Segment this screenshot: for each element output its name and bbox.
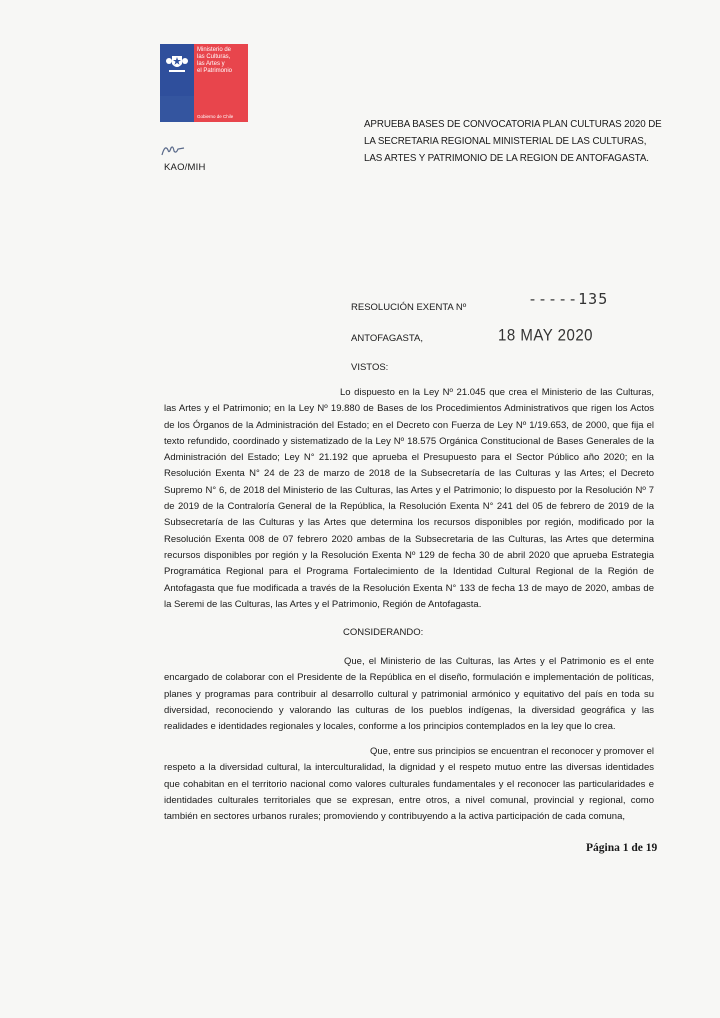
logo-gobierno-text: Gobierno de Chile xyxy=(197,114,234,119)
page-number: Página 1 de 19 xyxy=(586,842,658,854)
chile-coat-of-arms-icon xyxy=(165,52,189,74)
considerando-title: CONSIDERANDO: xyxy=(343,627,424,638)
vistos-title: VISTOS: xyxy=(351,362,389,373)
logo-blue-panel xyxy=(160,44,194,122)
ministry-logo xyxy=(160,44,248,122)
considerando-text-2: Que, entre sus principios se encuentran el reconocer y promover el respeto a la diversidad cultural, la interculturalidad, la dignidad y el respeto mutuo entre las diversas identidades que cohabitan en el territorio nacional como valores culturales fundamentales y el reconocer las particularidades e identidades culturales territoriales que se expresan, entre otros, a nivel comunal, provincial y regional, como también en sectores urbanos rurales; promoviendo y contribuyendo a la activa participación de cada comuna, xyxy=(164,746,654,823)
considerando-paragraph-1 xyxy=(164,654,654,735)
author-initials: KAO/MIH xyxy=(164,162,206,173)
vistos-text: Lo dispuesto en la Ley Nº 21.045 que crea el Ministerio de las Culturas, las Artes y el Patrimonio; en la Ley Nº 19.880 de Bases de los Procedimientos Administrativos que rigen los Actos de los Órganos de la Administración del Estado; en el Decreto con Fuerza de Ley Nº 1/19.653, de 2000, que fija el texto refundido, coordinado y sistematizado de la Ley Nº 18.575 Orgánica Constitucional de Bases Generales de la Administración del Estado; Ley N° 21.192 que aprueba el Presupuesto para el Sector Público año 2020; en la Resolución Exenta N° 24 de 23 de marzo de 2018 de la Subsecretaría de las Culturas y las Artes; el Decreto Supremo N° 6, de 2018 del Ministerio de las Culturas, las Artes y el Patrimonio; lo dispuesto por la Resolución Nº 7 de 2019 de la Contraloría General de la República, la Resolución Exenta N° 241 del 05 de febrero de 2019 de la Subsecretaría de las Culturas y las Artes que determina los recursos disponibles por región, modificado por la Resolución Exenta 008 de 07 febrero 2020 ambas de la Subsecretaria de las Culturas, las Artes que determina recursos disponibles por región y la Resolución Exenta Nº 129 de fecha 30 de abril 2020 que aprueba Estrategia Programática Regional para el Programa Fortalecimiento de la Identidad Cultural Regional de la Región de Antofagasta que fue modificada a través de la Resolución Exenta N° 133 de fecha 13 de mayo de 2020, ambas de la Seremi de las Culturas, las Artes y el Patrimonio, Región de Antofagasta. xyxy=(164,387,654,610)
considerando-text-1: Que, el Ministerio de las Culturas, las Artes y el Patrimonio es el ente encargado de colaborar con el Presidente de la República en el diseño, formulación e implementación de políticas, planes y programas para contribuir al desarrollo cultural y patrimonial armónico y equitativo del país en toda su diversidad, reconociendo y valorando las culturas de los pueblos indígenas, la diversidad geográfica y las realidades e identidades regionales y locales, conforme a los principios contemplados en la ley que lo crea. xyxy=(164,656,654,733)
logo-ministry-line-4: el Patrimonio xyxy=(197,68,233,74)
logo-red-panel xyxy=(194,44,248,122)
logo-ministry-line-2: las Culturas, xyxy=(197,54,231,60)
resolution-label: RESOLUCIÓN EXENTA Nº xyxy=(351,302,467,313)
considerando-paragraph-2 xyxy=(164,744,654,825)
vistos-paragraph xyxy=(164,385,654,613)
document-heading: APRUEBA BASES DE CONVOCATORIA PLAN CULTURAS 2020 DE LA SECRETARIA REGIONAL MINISTERIAL DE LAS CULTURAS, LAS ARTES Y PATRIMONIO DE LA REGION DE ANTOFAGASTA. xyxy=(364,119,662,164)
logo-ministry-line-3: las Artes y xyxy=(197,61,225,67)
logo-ministry-line-1: Ministerio de xyxy=(197,47,232,53)
date-stamp: 18 MAY 2020 xyxy=(498,326,594,345)
city-label: ANTOFAGASTA, xyxy=(351,333,423,344)
handwritten-signature-icon xyxy=(160,142,186,158)
resolution-number: -----135 xyxy=(528,290,609,308)
